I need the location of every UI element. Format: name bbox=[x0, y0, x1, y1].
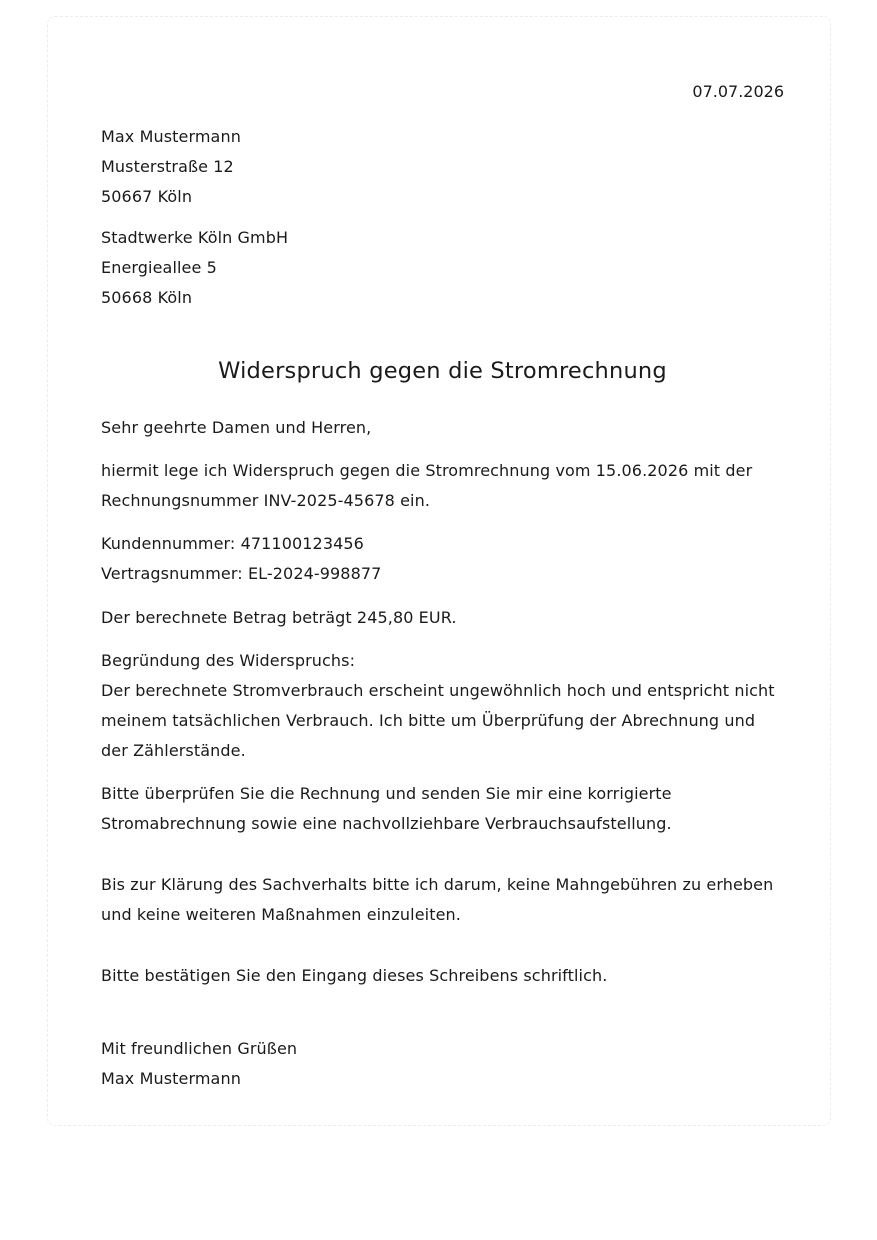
intro-paragraph bbox=[101, 456, 752, 516]
signature-name: Max Mustermann bbox=[101, 1069, 241, 1088]
confirm-paragraph bbox=[101, 961, 607, 991]
dunning-paragraph bbox=[101, 870, 773, 930]
intro-line: hiermit lege ich Widerspruch gegen die Stromrechnung vom 15.06.2026 mit der bbox=[101, 461, 753, 480]
letter-page bbox=[47, 16, 831, 1126]
customer-number: Kundennummer: 471100123456 bbox=[101, 534, 364, 553]
dunning-line: und keine weiteren Maßnahmen einzuleiten. bbox=[101, 905, 461, 924]
reference-numbers bbox=[101, 529, 381, 589]
reason-line: der Zählerstände. bbox=[101, 741, 246, 760]
amount-text: Der berechnete Betrag beträgt 245,80 EUR. bbox=[101, 608, 457, 627]
dunning-line: Bis zur Klärung des Sachverhalts bitte ich darum, keine Mahngebühren zu erheben bbox=[101, 875, 774, 894]
request-line: Stromabrechnung sowie eine nachvollziehbare Verbrauchsaufstellung. bbox=[101, 814, 672, 833]
reason-paragraph bbox=[101, 646, 775, 766]
closing-block bbox=[101, 1034, 297, 1094]
confirm-text: Bitte bestätigen Sie den Eingang dieses Schreibens schriftlich. bbox=[101, 966, 608, 985]
sender-city: 50667 Köln bbox=[101, 187, 193, 206]
amount-paragraph bbox=[101, 603, 457, 633]
recipient-address bbox=[101, 223, 288, 313]
recipient-street: Energieallee 5 bbox=[101, 258, 217, 277]
recipient-city: 50668 Köln bbox=[101, 288, 193, 307]
closing-text: Mit freundlichen Grüßen bbox=[101, 1039, 298, 1058]
letter-date: 07.07.2026 bbox=[692, 82, 784, 101]
sender-address bbox=[101, 122, 241, 212]
reason-line: Der berechnete Stromverbrauch erscheint ungewöhnlich hoch und entspricht nicht bbox=[101, 681, 775, 700]
sender-street: Musterstraße 12 bbox=[101, 157, 234, 176]
salutation-text: Sehr geehrte Damen und Herren, bbox=[101, 418, 372, 437]
request-line: Bitte überprüfen Sie die Rechnung und senden Sie mir eine korrigierte bbox=[101, 784, 672, 803]
reason-line: meinem tatsächlichen Verbrauch. Ich bitte um Überprüfung der Abrechnung und bbox=[101, 711, 756, 730]
contract-number: Vertragsnummer: EL-2024-998877 bbox=[101, 564, 382, 583]
reason-heading: Begründung des Widerspruchs: bbox=[101, 651, 356, 670]
request-paragraph bbox=[101, 779, 672, 839]
intro-line: Rechnungsnummer INV-2025-45678 ein. bbox=[101, 491, 431, 510]
recipient-name: Stadtwerke Köln GmbH bbox=[101, 228, 289, 247]
sender-name: Max Mustermann bbox=[101, 127, 241, 146]
letter-subject: Widerspruch gegen die Stromrechnung bbox=[218, 358, 667, 384]
salutation bbox=[101, 413, 371, 443]
